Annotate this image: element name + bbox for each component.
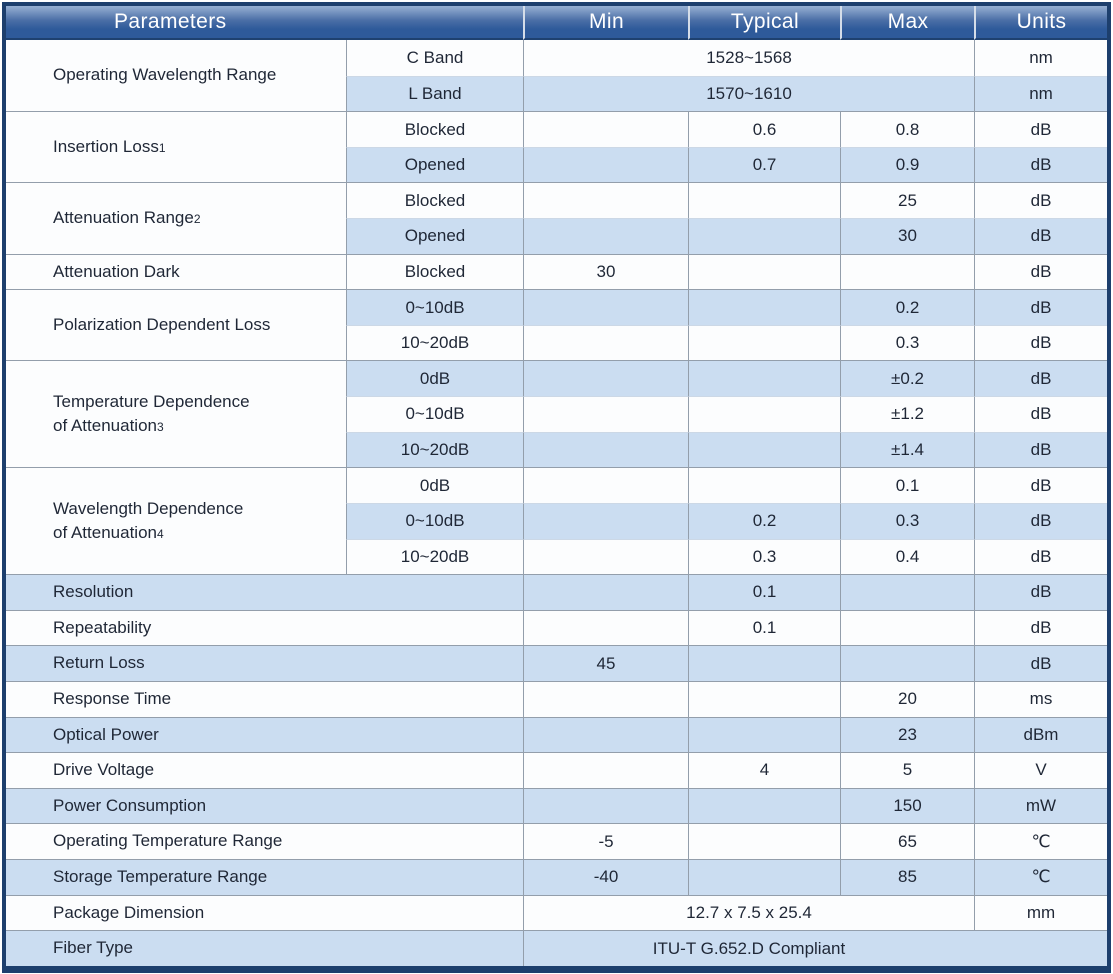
- param-cell: [6, 859, 523, 895]
- param-cell: [6, 823, 523, 859]
- value-span-cell: ITU-T G.652.D Compliant: [523, 930, 974, 966]
- param-cell: [6, 289, 346, 360]
- table-row: [6, 467, 1107, 503]
- typical-cell: 0.6: [688, 111, 840, 147]
- header-units: Units: [974, 6, 1107, 40]
- units-cell: dB: [974, 432, 1107, 468]
- min-cell: [523, 218, 688, 254]
- units-cell: dB: [974, 147, 1107, 183]
- table-row: [6, 40, 1107, 76]
- spec-table-frame: [2, 2, 1111, 973]
- min-cell: [523, 289, 688, 325]
- max-cell: 0.9: [840, 147, 974, 183]
- min-cell: [523, 360, 688, 396]
- value-span-cell: 1570~1610: [523, 76, 974, 112]
- max-cell: 65: [840, 823, 974, 859]
- param-cell: [6, 574, 523, 610]
- typical-cell: 0.7: [688, 147, 840, 183]
- param-cell: [6, 930, 523, 966]
- min-cell: [523, 182, 688, 218]
- sub-parameter-cell: Blocked: [346, 111, 523, 147]
- min-cell: [523, 503, 688, 539]
- typical-cell: [688, 859, 840, 895]
- min-cell: [523, 396, 688, 432]
- typical-cell: [688, 823, 840, 859]
- typical-cell: 0.1: [688, 574, 840, 610]
- max-cell: [840, 574, 974, 610]
- min-cell: -40: [523, 859, 688, 895]
- typical-cell: [688, 254, 840, 290]
- param-label-line: Optical Power: [53, 724, 159, 744]
- table-row: [6, 788, 1107, 824]
- table-row: [6, 360, 1107, 396]
- max-cell: 150: [840, 788, 974, 824]
- param-cell: [6, 254, 346, 290]
- max-cell: 0.8: [840, 111, 974, 147]
- value-span-cell: 1528~1568: [523, 40, 974, 76]
- min-cell: [523, 752, 688, 788]
- units-cell: dB: [974, 182, 1107, 218]
- param-label-line: Response Time: [53, 688, 172, 708]
- max-cell: ±1.2: [840, 396, 974, 432]
- typical-cell: 4: [688, 752, 840, 788]
- typical-cell: [688, 325, 840, 361]
- max-cell: 23: [840, 717, 974, 753]
- units-cell: dB: [974, 574, 1107, 610]
- param-cell: [6, 360, 346, 467]
- table-row: [6, 752, 1107, 788]
- max-cell: ±1.4: [840, 432, 974, 468]
- units-cell: dB: [974, 218, 1107, 254]
- param-cell: [6, 681, 523, 717]
- max-cell: 0.3: [840, 503, 974, 539]
- sub-parameter-cell: 0dB: [346, 360, 523, 396]
- units-cell: mm: [974, 895, 1107, 931]
- table-row: [6, 111, 1107, 147]
- units-cell: dB: [974, 467, 1107, 503]
- units-cell: ms: [974, 681, 1107, 717]
- units-cell: mW: [974, 788, 1107, 824]
- units-cell: dBm: [974, 717, 1107, 753]
- typical-cell: [688, 432, 840, 468]
- sub-parameter-cell: L Band: [346, 76, 523, 112]
- units-cell: dB: [974, 111, 1107, 147]
- param-label-line: Polarization Dependent Loss: [53, 315, 271, 335]
- max-cell: 0.1: [840, 467, 974, 503]
- param-label-line: Wavelength Dependence: [53, 498, 244, 518]
- table-row: [6, 681, 1107, 717]
- param-label-line: Return Loss: [53, 653, 145, 673]
- table-row: [6, 930, 1107, 966]
- max-cell: 5: [840, 752, 974, 788]
- header-min: Min: [523, 6, 688, 40]
- sub-parameter-cell: Opened: [346, 218, 523, 254]
- param-label-line: Attenuation Dark: [53, 261, 180, 281]
- param-label-line: Operating Temperature Range: [53, 831, 283, 851]
- table-row: [6, 254, 1107, 290]
- min-cell: 45: [523, 645, 688, 681]
- max-cell: 25: [840, 182, 974, 218]
- min-cell: [523, 717, 688, 753]
- param-label-line: Storage Temperature Range: [53, 867, 268, 886]
- value-span-cell: 12.7 x 7.5 x 25.4: [523, 895, 974, 931]
- param-label-line: Fiber Type: [53, 938, 134, 958]
- param-cell: [6, 467, 346, 574]
- min-cell: [523, 467, 688, 503]
- units-cell: nm: [974, 40, 1107, 76]
- param-label-line: Temperature Dependence: [53, 391, 250, 411]
- typical-cell: [688, 289, 840, 325]
- min-cell: [523, 147, 688, 183]
- table-row: [6, 645, 1107, 681]
- max-cell: 0.3: [840, 325, 974, 361]
- table-row: [6, 717, 1107, 753]
- min-cell: [523, 111, 688, 147]
- sub-parameter-cell: Opened: [346, 147, 523, 183]
- header-parameters: Parameters: [6, 6, 523, 40]
- units-cell: dB: [974, 325, 1107, 361]
- max-cell: [840, 610, 974, 646]
- units-cell: dB: [974, 360, 1107, 396]
- min-cell: -5: [523, 823, 688, 859]
- table-row: [6, 823, 1107, 859]
- header-typical: Typical: [688, 6, 840, 40]
- sub-parameter-cell: 10~20dB: [346, 539, 523, 575]
- param-label-line: Package Dimension: [53, 902, 205, 922]
- table-row: [6, 895, 1107, 931]
- max-cell: 85: [840, 859, 974, 895]
- units-cell: dB: [974, 289, 1107, 325]
- typical-cell: [688, 717, 840, 753]
- units-cell: [974, 930, 1107, 966]
- param-label-line: Attenuation Range2: [53, 208, 202, 228]
- units-cell: ℃: [974, 859, 1107, 895]
- units-cell: ℃: [974, 823, 1107, 859]
- min-cell: [523, 325, 688, 361]
- typical-cell: 0.3: [688, 539, 840, 575]
- param-label-line: Resolution: [53, 582, 134, 602]
- sub-parameter-cell: C Band: [346, 40, 523, 76]
- table-row: [6, 859, 1107, 895]
- table-row: [6, 610, 1107, 646]
- sub-parameter-cell: Blocked: [346, 182, 523, 218]
- param-label-line: Power Consumption: [53, 795, 207, 815]
- typical-cell: [688, 360, 840, 396]
- table-body: [6, 40, 1107, 966]
- min-cell: [523, 610, 688, 646]
- param-cell: [6, 182, 346, 253]
- units-cell: dB: [974, 539, 1107, 575]
- units-cell: dB: [974, 396, 1107, 432]
- sub-parameter-cell: 0~10dB: [346, 289, 523, 325]
- param-cell: [6, 895, 523, 931]
- typical-cell: [688, 182, 840, 218]
- header-row: [6, 6, 1107, 40]
- max-cell: [840, 645, 974, 681]
- param-cell: [6, 717, 523, 753]
- max-cell: 20: [840, 681, 974, 717]
- min-cell: [523, 574, 688, 610]
- min-cell: 30: [523, 254, 688, 290]
- table-row: [6, 574, 1107, 610]
- max-cell: 0.2: [840, 289, 974, 325]
- param-cell: [6, 788, 523, 824]
- units-cell: nm: [974, 76, 1107, 112]
- units-cell: dB: [974, 503, 1107, 539]
- param-cell: [6, 752, 523, 788]
- typical-cell: [688, 467, 840, 503]
- sub-parameter-cell: 0~10dB: [346, 396, 523, 432]
- param-label-line: Drive Voltage: [53, 760, 155, 780]
- typical-cell: 0.1: [688, 610, 840, 646]
- min-cell: [523, 681, 688, 717]
- param-footnote: 1: [158, 141, 167, 155]
- typical-cell: [688, 788, 840, 824]
- param-label-line: Insertion Loss1: [53, 137, 167, 156]
- param-label-line: of Attenuation3: [53, 416, 165, 436]
- param-label-line: Operating Wavelength Range: [53, 65, 277, 85]
- max-cell: ±0.2: [840, 360, 974, 396]
- param-label-line: of Attenuation4: [53, 523, 165, 543]
- param-cell: [6, 111, 346, 182]
- param-cell: [6, 610, 523, 646]
- typical-cell: [688, 681, 840, 717]
- param-label-line: Repeatability: [53, 617, 152, 637]
- sub-parameter-cell: 0~10dB: [346, 503, 523, 539]
- param-footnote: 3: [156, 420, 165, 435]
- sub-parameter-cell: 10~20dB: [346, 432, 523, 468]
- units-cell: V: [974, 752, 1107, 788]
- table-header: [6, 6, 1107, 40]
- spec-table: [6, 6, 1107, 966]
- typical-cell: 0.2: [688, 503, 840, 539]
- sub-parameter-cell: Blocked: [346, 254, 523, 290]
- typical-cell: [688, 218, 840, 254]
- sub-parameter-cell: 0dB: [346, 467, 523, 503]
- param-footnote: 2: [193, 212, 202, 227]
- param-cell: [6, 645, 523, 681]
- typical-cell: [688, 645, 840, 681]
- min-cell: [523, 432, 688, 468]
- units-cell: dB: [974, 610, 1107, 646]
- typical-cell: [688, 396, 840, 432]
- min-cell: [523, 539, 688, 575]
- table-row: [6, 289, 1107, 325]
- param-cell: [6, 40, 346, 111]
- header-max: Max: [840, 6, 974, 40]
- units-cell: dB: [974, 254, 1107, 290]
- max-cell: 30: [840, 218, 974, 254]
- units-cell: dB: [974, 645, 1107, 681]
- sub-parameter-cell: 10~20dB: [346, 325, 523, 361]
- table-row: [6, 182, 1107, 218]
- max-cell: 0.4: [840, 539, 974, 575]
- param-footnote: 4: [156, 527, 165, 542]
- min-cell: [523, 788, 688, 824]
- max-cell: [840, 254, 974, 290]
